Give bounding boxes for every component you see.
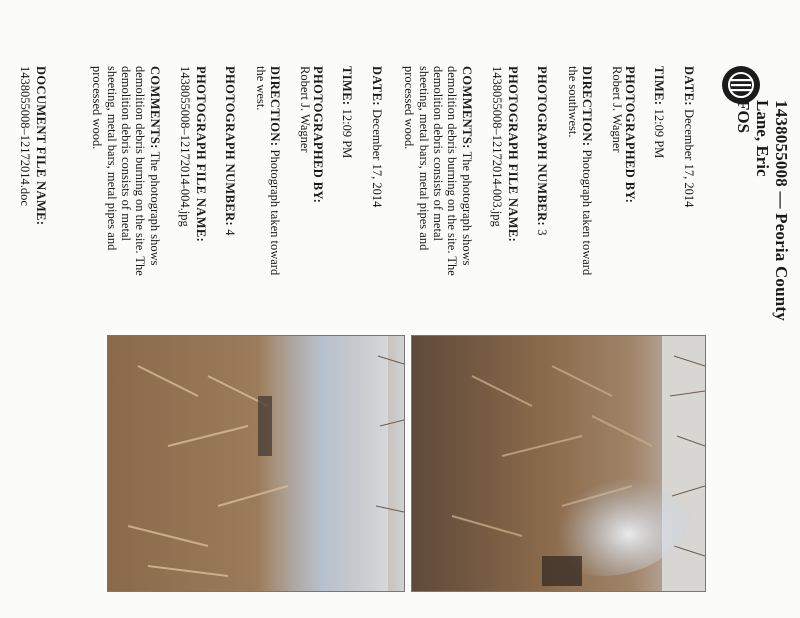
time-value: 12:09 PM — [340, 108, 355, 159]
burning-debris-photo-4 — [108, 336, 404, 591]
time-value: 12:09 PM — [652, 108, 667, 159]
photo-4-metadata — [90, 66, 400, 366]
photographed-by-label: PHOTOGRAPHED BY: — [623, 66, 637, 204]
direction-value: Photograph taken toward the west. — [253, 66, 282, 276]
header-subtitle-fos: FOS — [734, 100, 753, 134]
comments-value: The photograph shows demolition debris burning on the site. The demolition debris consists of metal sheeting, metal bars, metal pipes and processed wood. — [90, 66, 162, 276]
comments-label: COMMENTS: — [147, 66, 162, 149]
doc-file-name-label: DOCUMENT FILE NAME: — [34, 66, 48, 226]
date-value: December 17, 2014 — [370, 109, 384, 208]
logo-emblem-icon — [722, 66, 760, 104]
time-label: TIME: — [652, 66, 667, 106]
agency-logo — [722, 66, 760, 104]
comments-value: The photograph shows demolition debris burning on the site. The demolition debris consists of metal sheeting, metal bars, metal pipes and processed wood. — [402, 66, 474, 276]
photographer-value: Robert J. Wagner — [298, 66, 313, 153]
document-footer — [19, 66, 64, 366]
photo-number-value: 3 — [535, 229, 550, 236]
direction-label: DIRECTION: — [268, 66, 282, 147]
direction-label: DIRECTION: — [580, 66, 594, 147]
file-name-label: PHOTOGRAPH FILE NAME: — [193, 66, 208, 243]
photo-number-label: PHOTOGRAPH NUMBER: — [535, 66, 550, 227]
comments-label: COMMENTS: — [459, 66, 474, 149]
photograph-4 — [107, 335, 405, 592]
date-value: December 17, 2014 — [682, 109, 696, 208]
direction-value: Photograph taken toward the southwest. — [565, 66, 594, 276]
photo-number-value: 4 — [223, 229, 238, 236]
burning-debris-photo-3 — [412, 336, 705, 591]
header-title: 1438055008 — Peoria County — [772, 100, 791, 321]
photographer-value: Robert J. Wagner — [610, 66, 625, 153]
photograph-3 — [411, 335, 706, 592]
doc-file-name-value: 1438055008–12172014.doc — [18, 66, 33, 206]
photo-3-metadata — [402, 66, 712, 366]
document-header — [735, 100, 790, 370]
photographed-by-label: PHOTOGRAPHED BY: — [311, 66, 325, 204]
photo-number-label: PHOTOGRAPH NUMBER: — [223, 66, 238, 227]
date-label: DATE: — [370, 66, 384, 106]
file-name-label: PHOTOGRAPH FILE NAME: — [505, 66, 520, 243]
file-name-value: 1438055008–12172014-004.jpg — [178, 66, 193, 227]
time-label: TIME: — [340, 66, 355, 106]
date-label: DATE: — [682, 66, 696, 106]
header-subtitle-name: Lane, Eric — [753, 100, 772, 177]
file-name-value: 1438055008–12172014-003.jpg — [490, 66, 505, 227]
